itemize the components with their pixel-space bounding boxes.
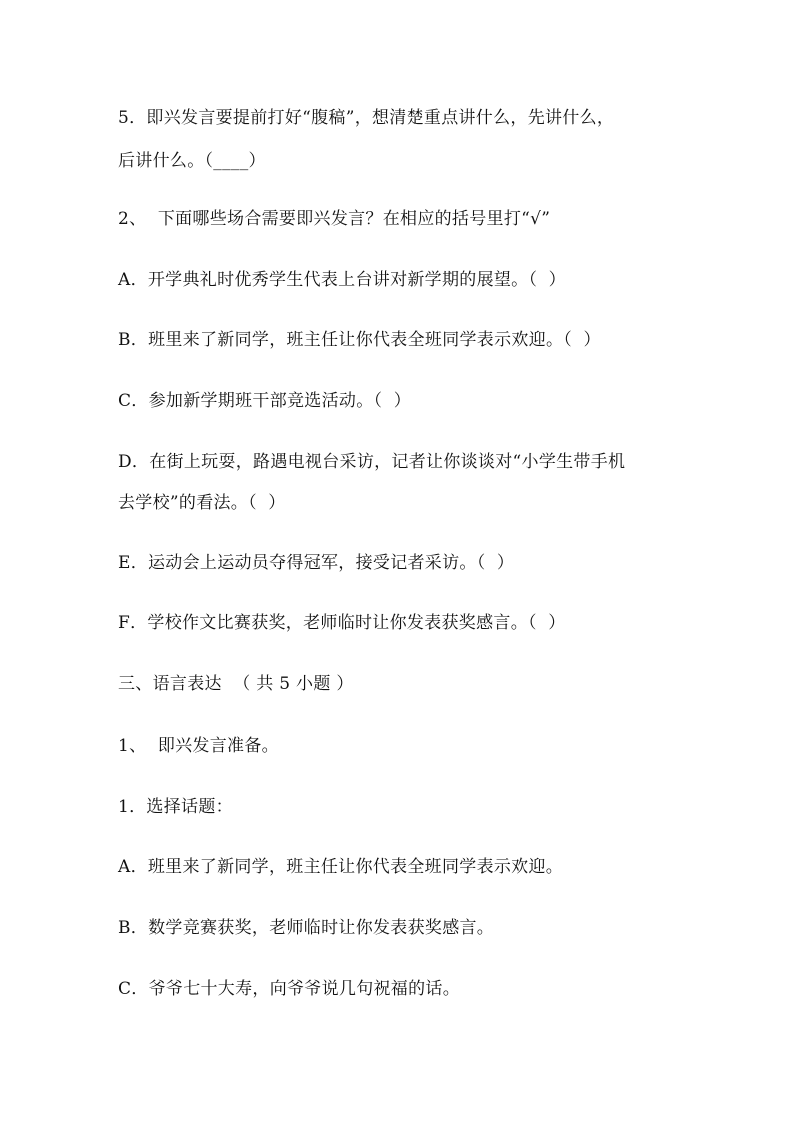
option-e: E．运动会上运动员夺得冠军，接受记者采访。（ ） <box>118 553 515 573</box>
option-a: A．开学典礼时优秀学生代表上台讲对新学期的展望。（ ） <box>118 270 566 290</box>
topic-c: C．爷爷七十大寿，向爷爷说几句祝福的话。 <box>118 979 461 999</box>
q5-text-line-2: 后讲什么。（____） <box>118 151 266 171</box>
option-f: F．学校作文比赛获奖，老师临时让你发表获奖感言。（ ） <box>118 613 566 633</box>
q5-text-line-1: 5．即兴发言要提前打好“腹稿”，想清楚重点讲什么，先讲什么， <box>118 108 615 128</box>
question-2-heading: 2、 下面哪些场合需要即兴发言？在相应的括号里打“√” <box>118 209 551 229</box>
option-b: B．班里来了新同学，班主任让你代表全班同学表示欢迎。（ ） <box>118 330 601 350</box>
choose-topic-label: 1．选择话题： <box>118 797 233 817</box>
option-d-line-2: 去学校”的看法。（ ） <box>118 493 286 513</box>
option-c: C．参加新学期班干部竞选活动。（ ） <box>118 391 412 411</box>
option-d-line-1: D．在街上玩耍，路遇电视台采访，记者让你谈谈对“小学生带手机 <box>118 452 626 472</box>
section-3-question-1: 1、 即兴发言准备。 <box>118 736 279 756</box>
section-3-heading: 三、语言表达 （ 共 5 小题 ） <box>118 674 354 694</box>
topic-a: A．班里来了新同学，班主任让你代表全班同学表示欢迎。 <box>118 857 564 877</box>
topic-b: B．数学竞赛获奖，老师临时让你发表获奖感言。 <box>118 918 495 938</box>
